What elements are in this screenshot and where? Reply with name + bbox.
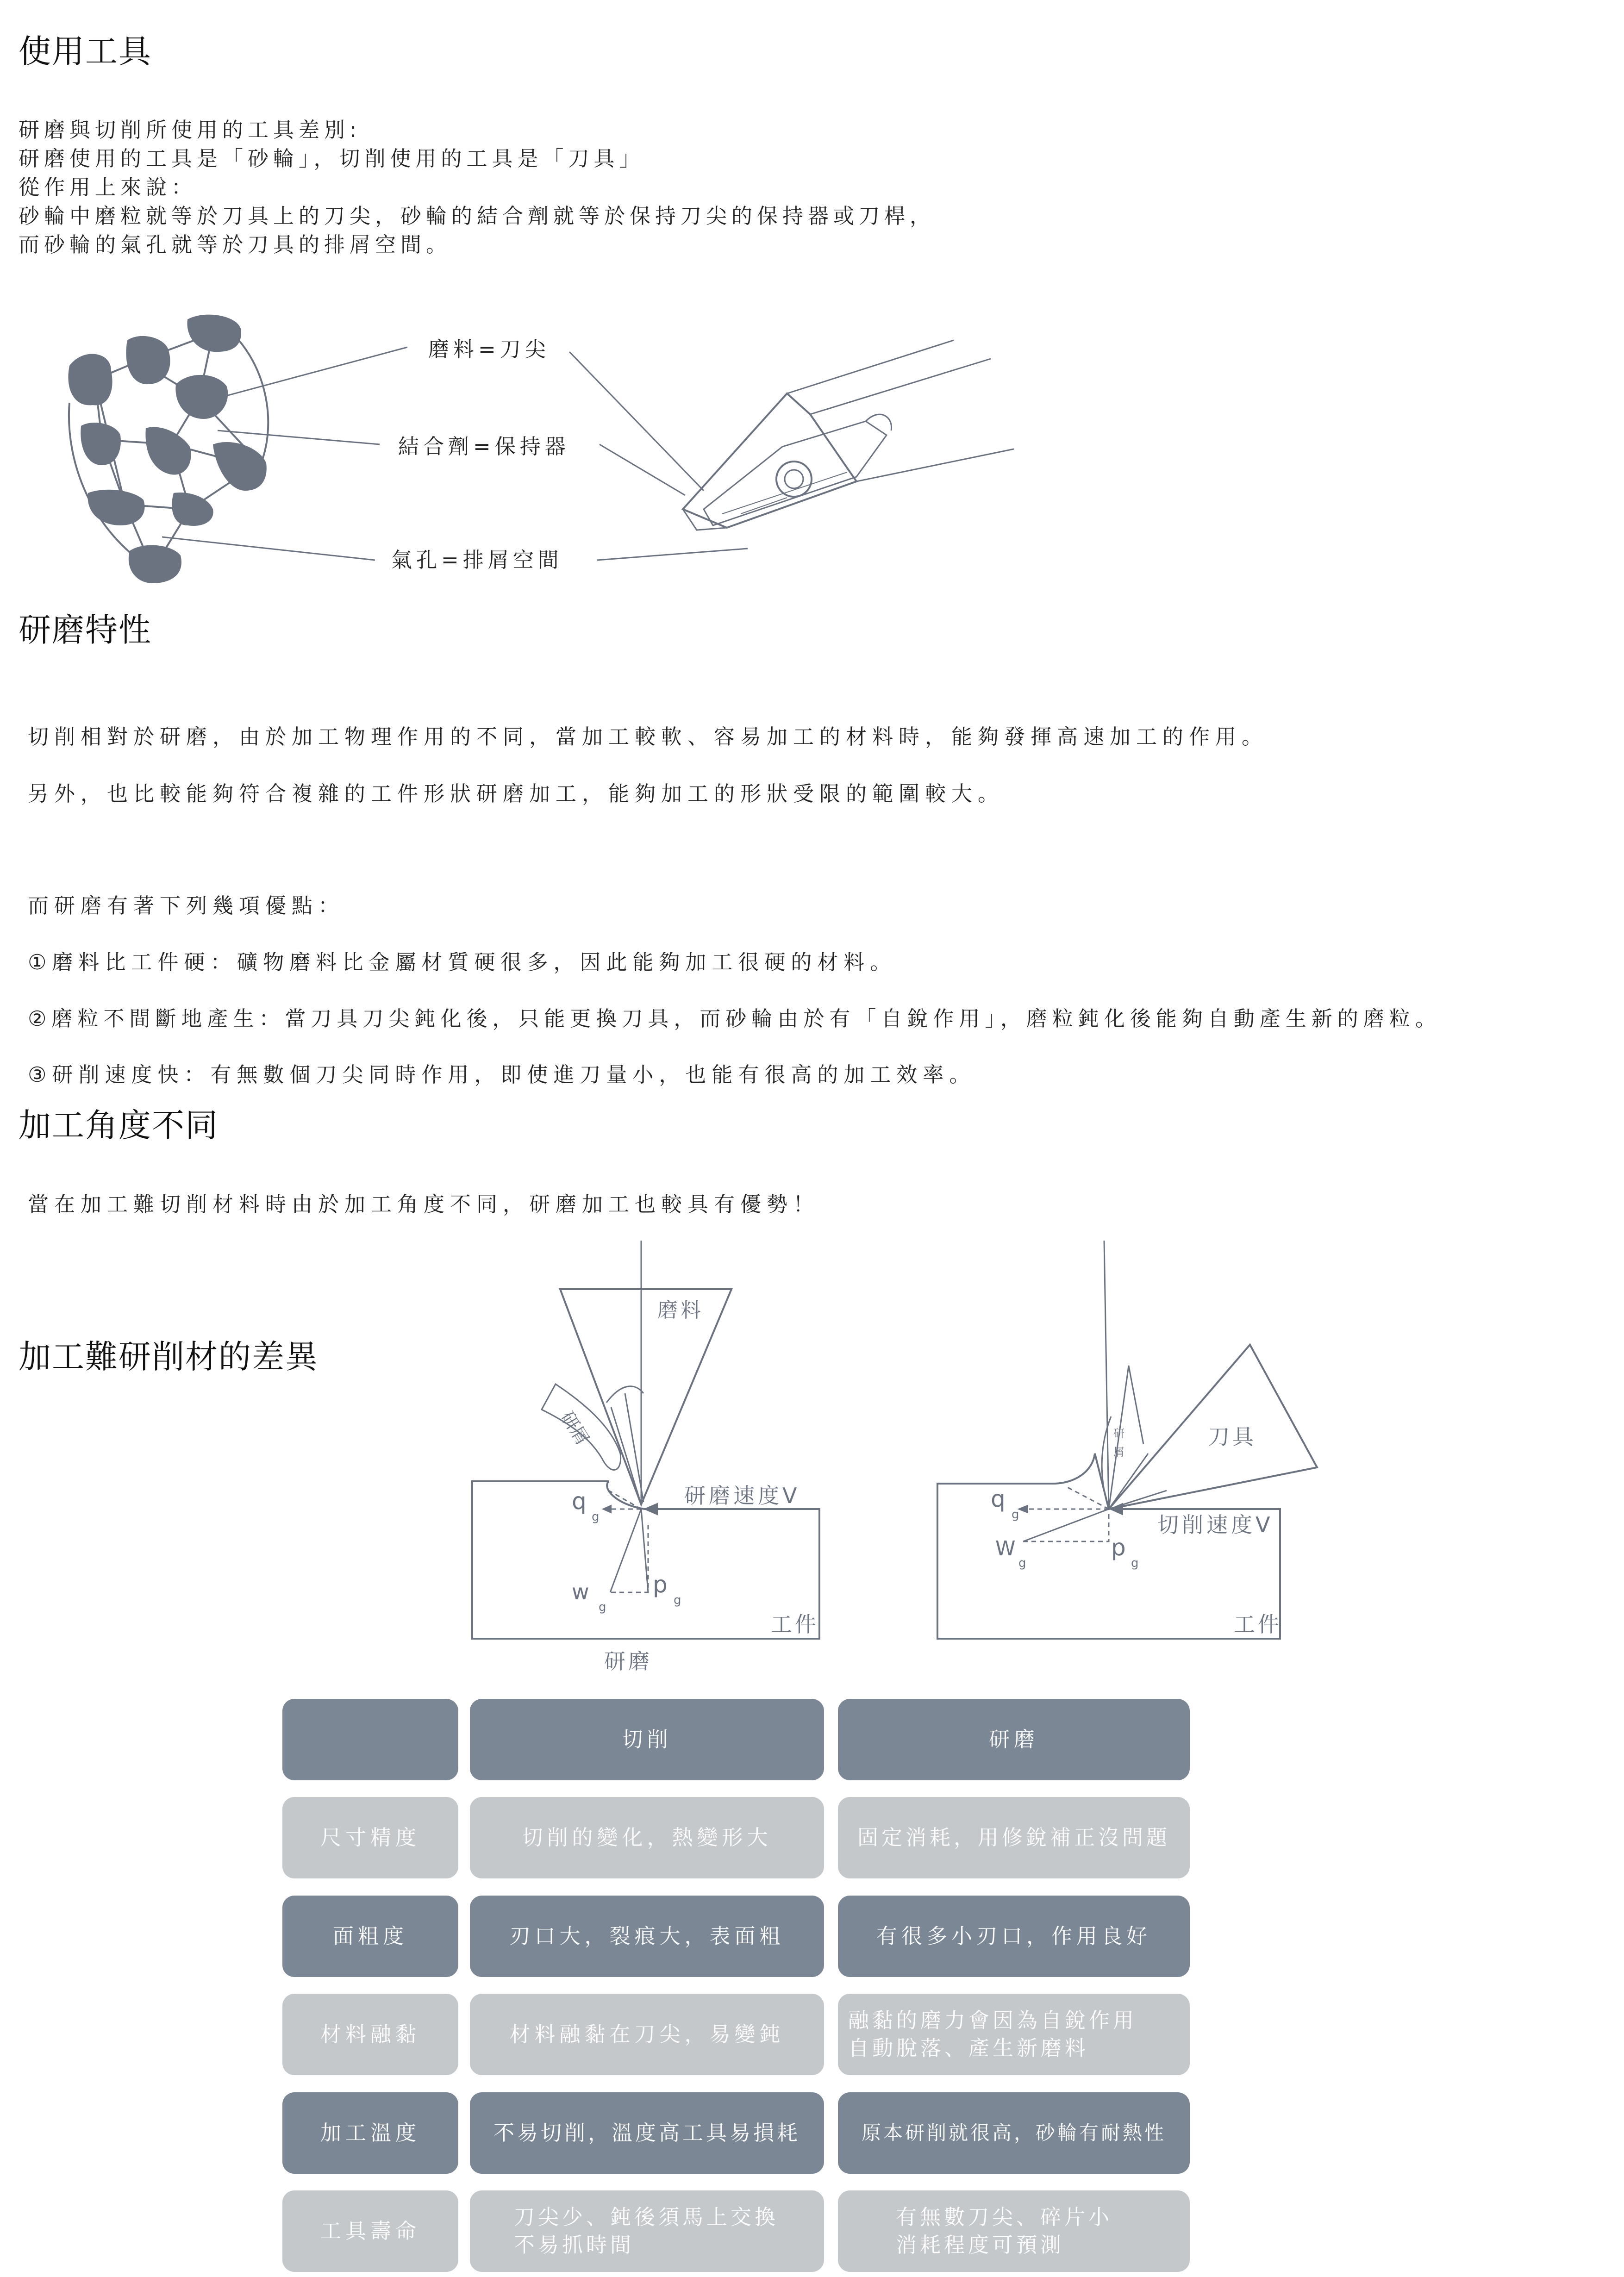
left-speed-label: 研磨速度V xyxy=(684,1483,800,1508)
table-row-label: 尺寸精度 xyxy=(282,1797,458,1878)
tools-line: 從作用上來說： xyxy=(19,175,197,200)
table-cell-cutting: 切削的變化，熱變形大 xyxy=(470,1797,824,1878)
left-w-label: w xyxy=(572,1579,589,1604)
section-title-grinding-characteristics: 研磨特性 xyxy=(19,611,152,649)
advantage-point-1: ①磨料比工件硬：礦物磨料比金屬材質硬很多，因此能夠加工很硬的材料。 xyxy=(28,950,897,974)
section-title-angle: 加工角度不同 xyxy=(19,1106,219,1144)
advantages-intro: 而研磨有著下列幾項優點： xyxy=(28,893,345,918)
right-chip-label-1: 研 xyxy=(1113,1427,1124,1440)
characteristics-para-2: 另外，也比較能夠符合複雜的工件形狀研磨加工，能夠加工的形狀受限的範圍較大。 xyxy=(28,781,1005,806)
section-title-tools: 使用工具 xyxy=(19,32,152,70)
table-cell-cutting: 不易切削，溫度高工具易損耗 xyxy=(470,2092,824,2174)
table-cell-grinding: 固定消耗，用修銳補正沒問題 xyxy=(838,1797,1190,1878)
table-cell-grinding: 有很多小刃口，作用良好 xyxy=(838,1896,1190,1977)
right-chip-label-2: 屑 xyxy=(1113,1446,1124,1459)
tools-line: 研磨與切削所使用的工具差別: xyxy=(19,118,362,142)
table-row-label: 工具壽命 xyxy=(282,2190,458,2272)
header-label: 切削 xyxy=(622,1727,672,1752)
advantage-point-3: ③研削速度快：有無數個刀尖同時作用，即使進刀量小，也能有很高的加工效率。 xyxy=(28,1062,976,1087)
table-row-label: 材料融黏 xyxy=(282,1994,458,2075)
table-cell-cutting: 材料融黏在刀尖，易變鈍 xyxy=(470,1994,824,2075)
right-w-label: W xyxy=(995,1537,1016,1560)
characteristics-para-1: 切削相對於研磨，由於加工物理作用的不同，當加工較軟、容易加工的材料時，能夠發揮高速加工的作用。 xyxy=(28,724,1268,749)
right-q-label: q xyxy=(991,1485,1006,1512)
table-cell-grinding: 融黏的磨力會因為自銳作用 自動脫落、產生新磨料 xyxy=(838,1994,1190,2075)
left-q-label: q xyxy=(572,1488,587,1515)
right-p-subscript: g xyxy=(1131,1556,1139,1570)
header-label: 研磨 xyxy=(988,1727,1039,1752)
left-workpiece-label: 工件 xyxy=(771,1612,819,1637)
table-header-cutting xyxy=(470,1699,824,1780)
right-workpiece-label: 工件 xyxy=(1234,1612,1282,1637)
table-header-grinding xyxy=(838,1699,1190,1780)
right-tool-label: 刀具 xyxy=(1208,1424,1256,1449)
left-chip-label: 研屑 xyxy=(556,1408,593,1449)
right-w-subscript: g xyxy=(1018,1556,1026,1570)
label-pore: 氣孔=排屑空間 xyxy=(391,548,563,572)
table-header-empty xyxy=(282,1699,458,1780)
label-abrasive: 磨料=刀尖 xyxy=(428,337,550,362)
left-q-subscript: g xyxy=(592,1510,600,1524)
table-cell-cutting: 刃口大，裂痕大，表面粗 xyxy=(470,1896,824,1977)
angle-para: 當在加工難切削材料時由於加工角度不同，研磨加工也較具有優勢！ xyxy=(28,1192,820,1216)
right-p-label: p xyxy=(1111,1534,1126,1561)
left-abrasive-label: 磨料 xyxy=(657,1298,704,1322)
table-row-label: 加工溫度 xyxy=(282,2092,458,2174)
tools-line: 研磨使用的工具是「砂輪」，切削使用的工具是「刀具」 xyxy=(19,146,645,171)
tools-line: 而砂輪的氣孔就等於刀具的排屑空間。 xyxy=(19,232,452,257)
label-bond: 結合劑=保持器 xyxy=(398,434,570,459)
left-caption: 研磨 xyxy=(604,1649,652,1674)
left-w-subscript: g xyxy=(599,1600,606,1614)
section-title-difference: 加工難研削材的差異 xyxy=(19,1338,319,1376)
advantage-point-2: ②磨粒不間斷地產生：當刀具刀尖鈍化後，只能更換刀具，而砂輪由於有「自銳作用」，磨粒鈍化後能夠自動產生新的磨粒。 xyxy=(28,1006,1441,1031)
right-speed-label: 切削速度V xyxy=(1157,1512,1274,1537)
table-cell-cutting: 刀尖少、鈍後須馬上交換 不易抓時間 xyxy=(470,2190,824,2272)
left-p-label: p xyxy=(653,1571,668,1598)
table-cell-grinding: 原本研削就很高，砂輪有耐熱性 xyxy=(838,2092,1190,2174)
left-p-subscript: g xyxy=(674,1593,681,1607)
table-row-label: 面粗度 xyxy=(282,1896,458,1977)
right-q-subscript: g xyxy=(1012,1508,1019,1522)
tools-line: 砂輪中磨粒就等於刀具上的刀尖，砂輪的結合劑就等於保持刀尖的保持器或刀桿， xyxy=(19,204,936,228)
table-cell-grinding: 有無數刀尖、碎片小 消耗程度可預測 xyxy=(838,2190,1190,2272)
